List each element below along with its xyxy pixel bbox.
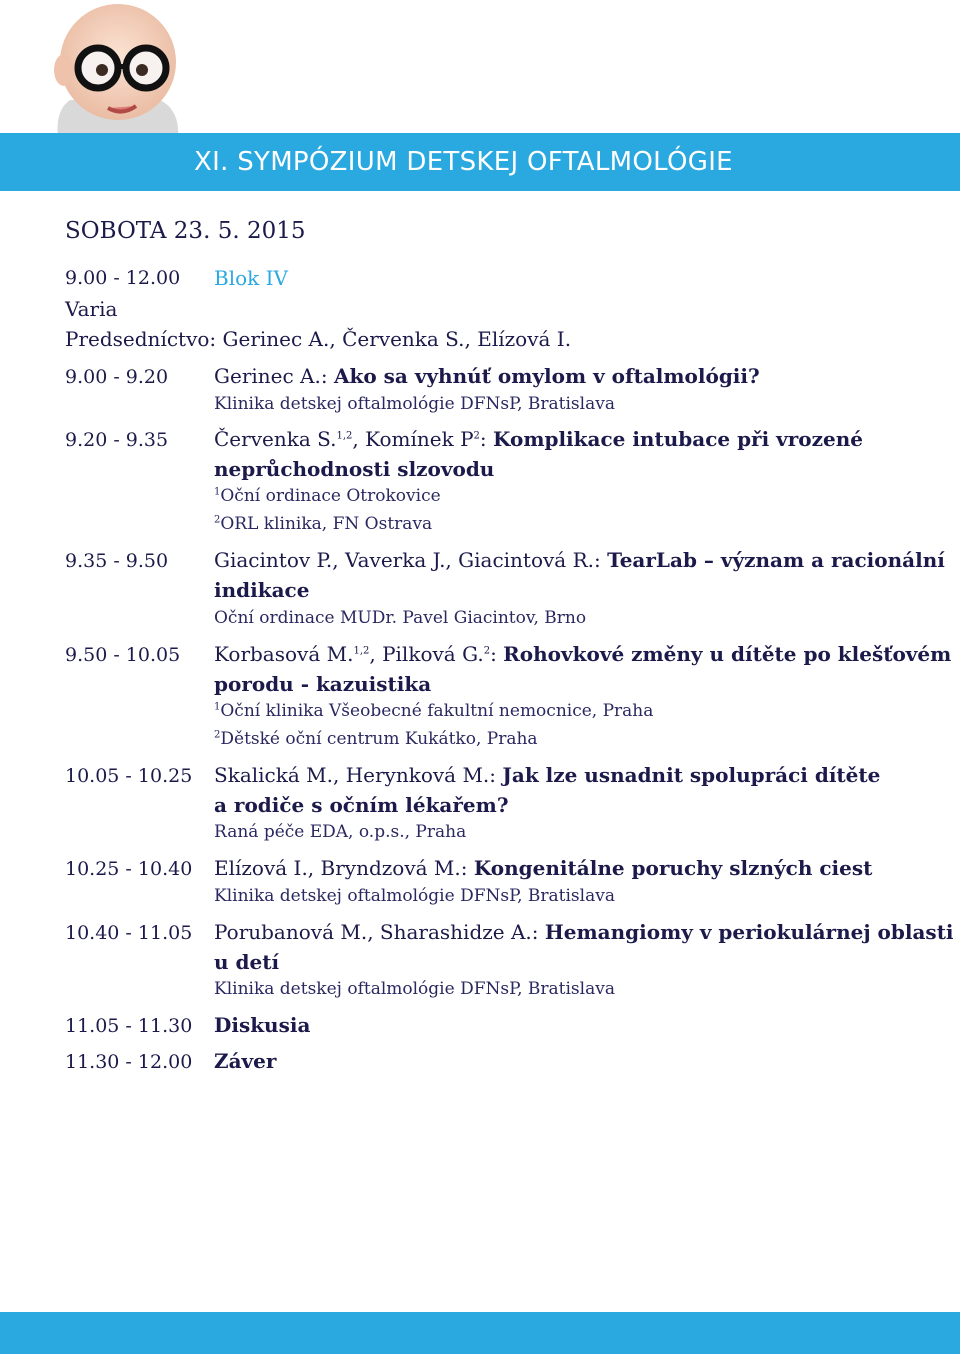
aff-text: Oční ordinace Otrokovice [220,486,441,506]
talk-author: , Pilková G. [369,642,484,666]
talk-line [214,548,945,572]
talk-line [214,364,760,388]
talk-affiliation [214,486,441,506]
talk-author: Korbasová M. [214,642,354,666]
talk-title-cont: neprůchodnosti slzovodu [214,457,495,481]
talk-affiliation [214,701,653,721]
aff-text: Dětské oční centrum Kukátko, Praha [220,729,538,749]
talk-title: Komplikace intubace při vrozené [493,427,863,451]
talk-affiliation: Oční ordinace MUDr. Pavel Giacintov, Brno [214,608,587,628]
aff-sup: 1 [214,701,221,713]
talk-affiliation: Klinika detskej oftalmológie DFNsP, Bratislava [214,979,615,999]
talk-time: 10.05 - 10.25 [65,765,193,787]
aff-text: Oční klinika Všeobecné fakultní nemocnice, Praha [220,701,654,721]
baby-with-glasses-image [50,0,185,138]
talk-line [214,856,872,880]
aff-sup: 1 [214,486,221,498]
talk-time: 11.30 - 12.00 [65,1051,193,1073]
talk-title: Hemangiomy v periokulárnej oblasti [544,920,954,944]
block-chair: Predsedníctvo: Gerinec A., Červenka S., Elízová I. [65,327,572,351]
symposium-title: XI. SYMPÓZIUM DETSKEJ OFTALMOLÓGIE [194,147,733,177]
talk-affiliation [214,514,432,534]
aff-sup: 2 [214,729,221,741]
talk-title: Rohovkové změny u dítěte po klešťovém [503,642,952,666]
author-sup: 2 [483,645,491,657]
talk-authors: Porubanová M., Sharashidze A.: [214,920,545,944]
talk-line [214,920,954,944]
talk-affiliation: Raná péče EDA, o.p.s., Praha [214,822,467,842]
day-heading: SOBOTA 23. 5. 2015 [65,218,306,244]
talk-time: 9.50 - 10.05 [65,644,181,666]
block-time: 9.00 - 12.00 [65,267,181,289]
aff-text: ORL klinika, FN Ostrava [220,514,433,534]
talk-line [214,763,880,787]
talk-authors: Skalická M., Herynková M.: [214,763,503,787]
talk-title-cont: indikace [214,578,310,602]
talk-line [214,642,951,666]
talk-authors: Elízová I., Bryndzová M.: [214,856,474,880]
talk-title: Kongenitálne poruchy slzných ciest [473,856,873,880]
author-sup: 1,2 [336,430,353,442]
talk-title: TearLab – význam a racionální [607,548,945,572]
talk-title: Ako sa vyhnúť omylom v oftalmológii? [333,364,760,388]
talk-authors: Giacintov P., Vaverka J., Giacintová R.: [214,548,608,572]
talk-time: 9.35 - 9.50 [65,550,169,572]
talk-title: Diskusia [214,1013,311,1037]
author-sup: 2 [473,430,480,442]
talk-time: 9.00 - 9.20 [65,366,169,388]
talk-affiliation [214,729,538,749]
talk-authors: Gerinec A.: [214,364,334,388]
talk-time: 10.40 - 11.05 [65,922,193,944]
block-topic: Varia [65,297,118,321]
footer-bar [0,1312,960,1354]
talk-title-cont: porodu - kazuistika [214,672,432,696]
talk-title-cont: a rodiče s očním lékařem? [214,793,509,817]
talk-affiliation: Klinika detskej oftalmológie DFNsP, Bratislava [214,394,615,414]
talk-title: Jak lze usnadnit spolupráci dítěte [502,763,881,787]
talk-author: , Komínek P [352,427,474,451]
aff-sup: 2 [214,514,221,526]
talk-separator: : [490,642,504,666]
talk-time: 10.25 - 10.40 [65,858,193,880]
talk-title-cont: u detí [214,950,280,974]
talk-time: 9.20 - 9.35 [65,429,169,451]
talk-time: 11.05 - 11.30 [65,1015,193,1037]
block-name: Blok IV [214,266,288,290]
talk-author: Červenka S. [214,427,337,451]
talk-line [214,427,863,451]
talk-separator: : [479,427,494,451]
author-sup: 1,2 [353,645,370,657]
talk-affiliation: Klinika detskej oftalmológie DFNsP, Bratislava [214,886,615,906]
talk-title: Záver [214,1049,277,1073]
